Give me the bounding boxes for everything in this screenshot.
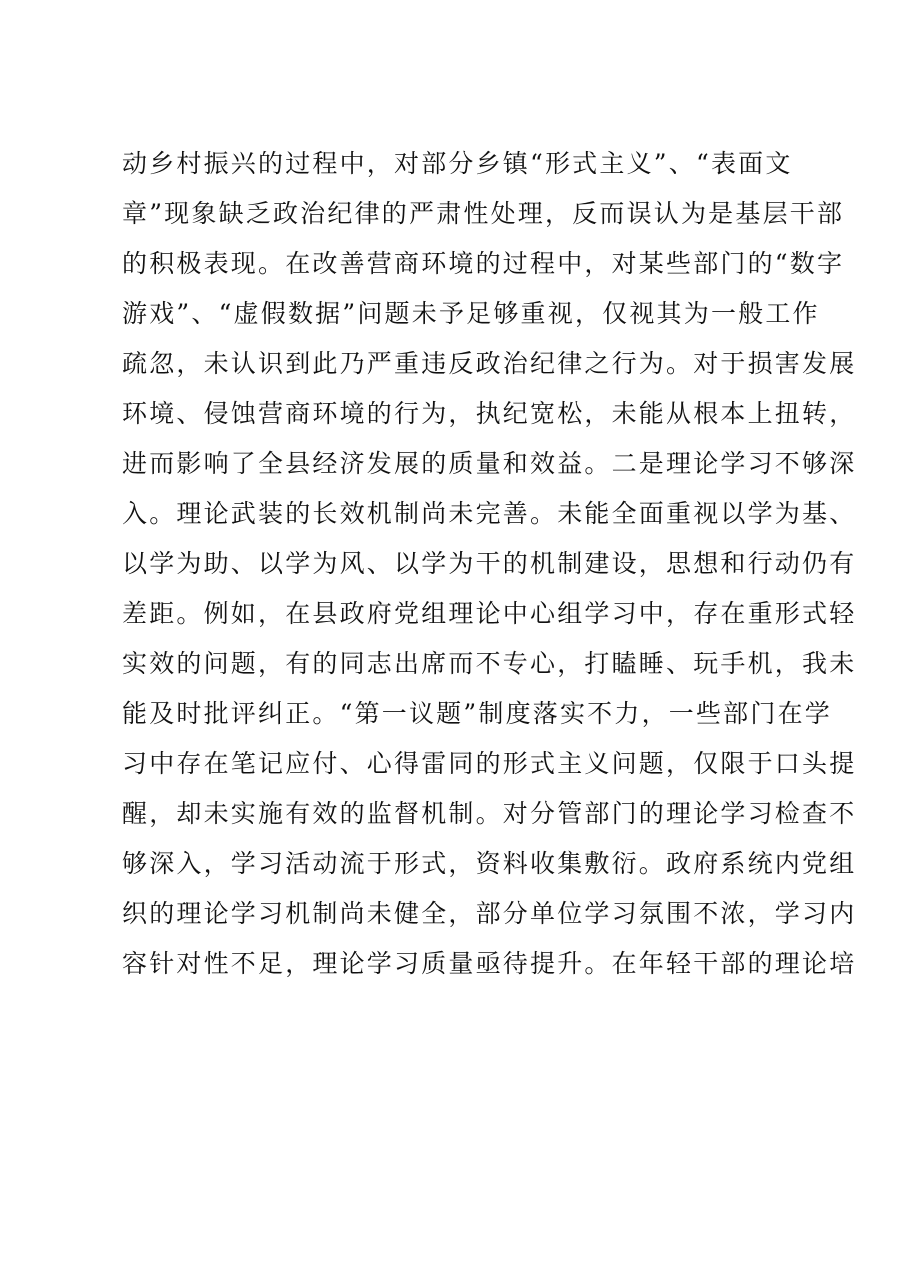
text-line: 差距。例如，在县政府党组理论中心组学习中，存在重形式轻: [122, 599, 857, 628]
text-line: 的积极表现。在改善营商环境的过程中，对某些部门的“数字: [122, 249, 845, 278]
text-line: 够深入，学习活动流于形式，资料收集敷衍。政府系统内党组: [122, 849, 857, 878]
text-line: 动乡村振兴的过程中，对部分乡镇“形式主义”、“表面文: [122, 149, 793, 178]
text-line: 能及时批评纠正。“第一议题”制度落实不力，一些部门在学: [122, 699, 832, 728]
text-line: 织的理论学习机制尚未健全，部分单位学习氛围不浓，学习内: [122, 899, 857, 928]
body-text: [122, 139, 857, 989]
text-line: 以学为助、以学为风、以学为干的机制建设，思想和行动仍有: [122, 549, 857, 578]
text-line: 入。理论武装的长效机制尚未完善。未能全面重视以学为基、: [122, 499, 857, 528]
text-line: 疏忽，未认识到此乃严重违反政治纪律之行为。对于损害发展: [122, 349, 857, 378]
text-line: 容针对性不足，理论学习质量亟待提升。在年轻干部的理论培: [122, 949, 857, 978]
text-line: 进而影响了全县经济发展的质量和效益。二是理论学习不够深: [122, 449, 857, 478]
text-line: 环境、侵蚀营商环境的行为，执纪宽松，未能从根本上扭转，: [122, 399, 857, 428]
text-line: 习中存在笔记应付、心得雷同的形式主义问题，仅限于口头提: [122, 749, 857, 778]
text-line: 游戏”、“虚假数据”问题未予足够重视，仅视其为一般工作: [122, 299, 820, 328]
text-line: 醒，却未实施有效的监督机制。对分管部门的理论学习检查不: [122, 799, 857, 828]
text-line: 实效的问题，有的同志出席而不专心，打瞌睡、玩手机，我未: [122, 649, 857, 678]
text-line: 章”现象缺乏政治纪律的严肃性处理，反而误认为是基层干部: [122, 199, 845, 228]
